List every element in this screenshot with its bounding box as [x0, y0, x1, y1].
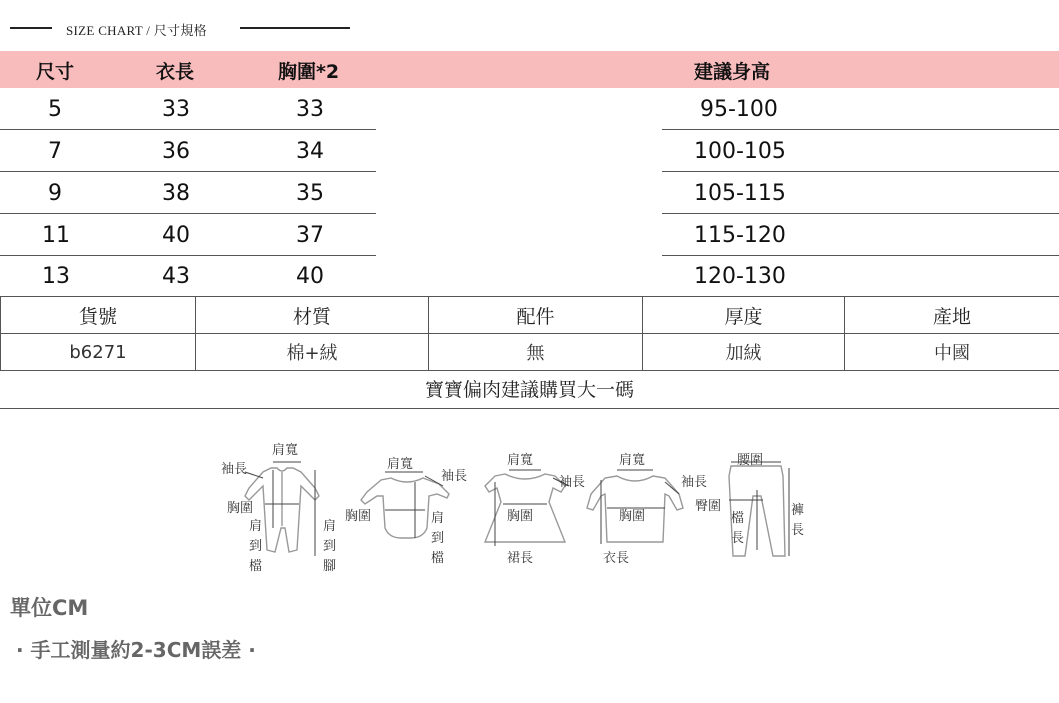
cell-length: 40	[162, 223, 190, 248]
romper-crotch-label-1: 肩	[249, 519, 263, 534]
col-header-chest: 胸圍*2	[278, 61, 340, 83]
value-thickness: 加絨	[643, 334, 845, 371]
pants-hip-label: 臀圍	[695, 499, 722, 514]
col-header-height: 建議身高	[694, 61, 771, 83]
pants-crotch-label-2: 長	[731, 531, 745, 546]
cell-height: 115-120	[694, 223, 786, 248]
cell-length: 36	[162, 139, 190, 164]
measurement-diagram	[215, 438, 815, 580]
cell-chest: 37	[296, 223, 324, 248]
romper-foot-label-1: 肩	[323, 519, 337, 534]
bodysuit-crotch-label-1: 肩	[431, 511, 445, 526]
row-divider	[662, 255, 1059, 256]
header-material: 材質	[196, 297, 429, 334]
top-chest-label: 胸圍	[619, 509, 646, 524]
row-divider	[662, 213, 1059, 214]
pants-length-label-1: 褲	[791, 503, 805, 518]
row-divider	[0, 213, 376, 214]
dress-shoulder-label: 肩寬	[507, 453, 534, 468]
bodysuit-crotch-label-3: 檔	[431, 551, 445, 566]
header-accessories: 配件	[429, 297, 643, 334]
size-advice-note: 寶寶偏肉建議購買大一碼	[0, 372, 1059, 409]
header-rule-right	[240, 27, 350, 29]
value-accessories: 無	[429, 334, 643, 371]
header-item-number: 貨號	[1, 297, 196, 334]
romper-chest-label: 胸圍	[227, 501, 254, 516]
romper-foot-label-2: 到	[323, 539, 337, 554]
header-rule-left	[10, 27, 52, 29]
table-row	[1, 334, 1059, 371]
bodysuit-sleeve-label: 袖長	[441, 469, 468, 484]
romper-shoulder-label: 肩寬	[272, 443, 299, 458]
dress-sleeve-label: 袖長	[559, 475, 586, 490]
header-thickness: 厚度	[643, 297, 845, 334]
romper-sleeve-label: 袖長	[221, 462, 248, 477]
romper-foot-label-3: 腳	[323, 559, 337, 574]
cell-height: 105-115	[694, 181, 786, 206]
cell-length: 33	[162, 97, 190, 122]
row-divider	[0, 255, 376, 256]
cell-height: 100-105	[694, 139, 786, 164]
cell-size: 7	[48, 139, 62, 164]
row-divider	[662, 171, 1059, 172]
cell-chest: 40	[296, 264, 324, 289]
header-origin: 產地	[845, 297, 1059, 334]
cell-chest: 33	[296, 97, 324, 122]
romper-crotch-label-2: 到	[249, 539, 263, 554]
romper-crotch-label-3: 檔	[249, 559, 263, 574]
cell-size: 13	[42, 264, 70, 289]
size-chart-title: SIZE CHART / 尺寸規格	[66, 23, 207, 38]
bodysuit-chest-label: 胸圍	[345, 509, 372, 524]
cell-height: 120-130	[694, 264, 786, 289]
dress-length-label: 裙長	[507, 551, 534, 566]
bodysuit-illustration	[361, 478, 449, 538]
value-origin: 中國	[845, 334, 1059, 371]
table-row	[1, 297, 1059, 334]
cell-length: 43	[162, 264, 190, 289]
row-divider	[662, 129, 1059, 130]
row-divider	[0, 171, 376, 172]
pants-length-label-2: 長	[791, 523, 805, 538]
dress-illustration	[485, 474, 565, 542]
dress-chest-label: 胸圍	[507, 509, 534, 524]
product-info-table	[0, 296, 1059, 371]
bodysuit-crotch-label-2: 到	[431, 531, 445, 546]
top-sleeve-label: 袖長	[681, 475, 708, 490]
cell-height: 95-100	[700, 97, 778, 122]
value-item-number: b6271	[1, 334, 196, 371]
top-shoulder-label: 肩寬	[619, 453, 646, 468]
cell-chest: 35	[296, 181, 324, 206]
col-header-size: 尺寸	[36, 61, 75, 83]
cell-size: 5	[48, 97, 62, 122]
pants-waist-label: 腰圍	[737, 453, 764, 468]
value-material: 棉+絨	[196, 334, 429, 371]
cell-size: 9	[48, 181, 62, 206]
pants-crotch-label-1: 檔	[731, 511, 745, 526]
top-length-label: 衣長	[603, 551, 630, 566]
bodysuit-shoulder-label: 肩寬	[387, 457, 414, 472]
measurement-error-note: · 手工測量約2-3CM誤差 ·	[16, 638, 256, 662]
cell-chest: 34	[296, 139, 324, 164]
cell-size: 11	[42, 223, 70, 248]
row-divider	[0, 129, 376, 130]
col-header-length: 衣長	[156, 61, 195, 83]
unit-note: 單位CM	[10, 596, 89, 620]
cell-length: 38	[162, 181, 190, 206]
